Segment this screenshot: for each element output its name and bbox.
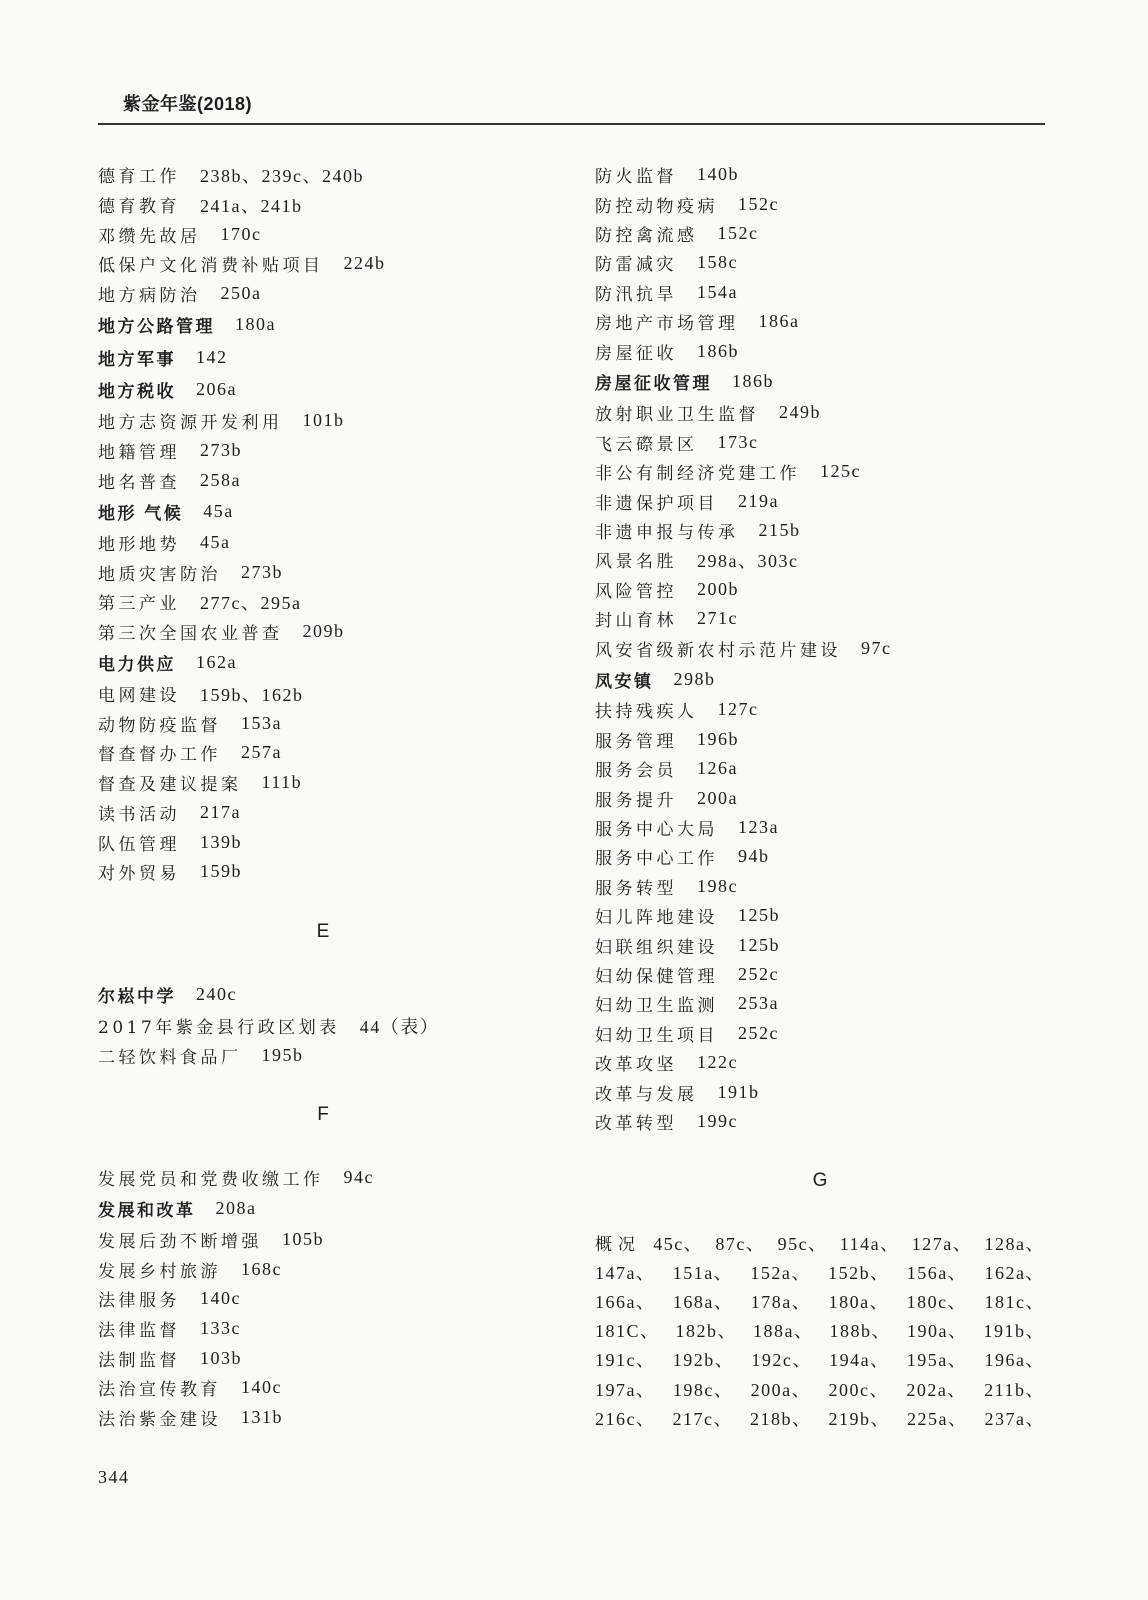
index-entry [98,373,548,406]
index-page-ref: 253a [738,993,779,1014]
index-term: 动物防疫监督 [98,715,221,736]
index-page-ref: 240c [196,984,237,1005]
index-term: 妇联组织建设 [595,937,718,958]
index-term: 对外贸易 [98,864,180,885]
index-term: 法治宣传教育 [98,1380,221,1401]
index-term: 改革转型 [595,1113,677,1134]
index-entry [595,989,1045,1018]
index-page-ref: 105b [282,1228,324,1249]
index-page-ref: 192b、 [672,1350,735,1371]
index-term: 读书活动 [98,804,180,825]
index-page-ref: 218b、 [750,1408,812,1429]
index-page-ref: 211b、 [984,1379,1045,1400]
index-entry-line [595,1286,1045,1315]
index-term: 邓缵先故居 [98,226,201,247]
index-page-ref: 195b [261,1045,304,1066]
index-page-ref: 208a [215,1197,257,1218]
index-term: 风景名胜 [595,552,677,573]
index-page-ref: 94b [738,846,770,867]
index-page-ref: 191c、 [595,1350,656,1371]
index-page-ref: 142 [196,346,228,367]
index-entry [98,798,548,828]
index-term: 放射职业卫生监督 [595,405,759,426]
index-entry [98,708,548,738]
index-section-letter: G [812,1170,828,1192]
index-term: 地籍管理 [98,442,180,463]
index-page-ref: 219a [738,490,779,511]
index-entry [595,366,1045,399]
index-entry [595,663,1045,696]
index-page-ref: 152b、 [828,1262,890,1283]
index-page-ref: 200a [697,787,738,808]
index-term: 凤安镇 [595,671,654,691]
index-entry [98,1225,548,1255]
index-page-ref: 97c [861,637,892,658]
index-page-ref: 151a、 [672,1262,734,1283]
index-entry [595,575,1045,604]
index-entry [98,1373,548,1403]
index-entry [595,428,1045,457]
index-page-ref: 215b [758,519,801,540]
index-entry [595,754,1045,783]
index-term: 防汛抗旱 [595,284,677,305]
index-page-ref: 298a、303c [697,550,799,571]
index-page-ref: 162a、 [984,1262,1045,1283]
index-page-ref: 258a [200,469,241,490]
page-number: 344 [98,1467,130,1487]
index-page-ref: 125c [820,461,861,482]
index-entry-line [595,1257,1045,1286]
index-term: 改革与发展 [595,1084,698,1105]
index-entry [595,633,1045,662]
index-entry [98,465,548,495]
index-entry [595,1019,1045,1048]
index-entry [595,813,1045,842]
index-page-ref: 44（表） [359,1016,440,1037]
index-term: 法律服务 [98,1291,180,1312]
index-term: 电网建设 [98,686,180,707]
index-term: 扶持残疾人 [595,702,698,723]
index-page-ref: 45a [200,531,231,552]
index-term: 德育教育 [98,197,180,218]
index-page-ref: 198c、 [672,1379,734,1400]
index-page-ref: 273b [241,561,283,582]
index-term: 二轻饮料食品厂 [98,1048,242,1069]
index-entry [98,190,548,220]
index-entry [595,219,1045,248]
index-page-ref: 198c [697,875,738,896]
index-term: 发展党员和党费收缴工作 [98,1169,324,1190]
index-entry [98,587,548,617]
index-term: 飞云磜景区 [595,434,698,455]
index-term: 防控禽流感 [595,225,698,246]
index-page-ref: 225a、 [907,1408,968,1429]
index-page-ref: 154a [697,281,738,302]
index-entry [98,249,548,279]
index-page-ref: 127a、 [911,1233,973,1254]
index-page-ref: 182b、 [675,1321,737,1342]
index-entry [98,528,548,558]
index-page-ref: 159b [200,861,242,882]
index-page-ref: 249b [779,402,821,423]
index-page-ref: 166a、 [595,1292,656,1313]
index-page-ref: 186b [697,340,739,361]
index-page-ref: 273b [200,439,242,460]
index-term: 房地产市场管理 [595,314,739,335]
index-page-ref: 298b [673,668,716,689]
index-page-ref: 202a、 [906,1379,967,1400]
index-page-ref: 217c、 [672,1408,733,1429]
index-entry [98,1403,548,1433]
index-page-ref: 241a、241b [200,195,303,216]
index-term: 督查及建议提案 [98,775,242,796]
index-page-ref: 45c、 [653,1233,704,1254]
index-entry [98,219,548,249]
index-page-ref: 277c、295a [200,592,302,613]
running-header-title: 紫金年鉴(2018) [123,94,253,114]
index-page-ref: 252c [738,1022,779,1043]
index-page-ref: 200b [697,578,739,599]
index-term: 服务中心工作 [595,849,718,870]
index-term: 防控动物疫病 [595,196,718,217]
index-page-ref: 200a、 [750,1379,812,1400]
index-entry-line [595,1374,1045,1403]
index-entry [98,1284,548,1314]
index-entry [98,308,548,341]
index-term: 地方病防治 [98,286,201,307]
index-page-ref: 153a [241,712,282,733]
index-page-ref: 180c、 [906,1292,968,1313]
index-term: 地名普查 [98,472,180,493]
index-page-ref: 114a、 [839,1233,900,1254]
index-entry [595,336,1045,365]
index-entry [98,1254,548,1284]
index-section-letter: E [316,920,330,942]
index-page-ref: 125b [738,905,780,926]
index-entry [595,189,1045,218]
index-entry [595,248,1045,277]
index-term: 第三次全国农业普查 [98,623,283,644]
index-term: 封山育林 [595,611,677,632]
index-term: 妇幼卫生项目 [595,1025,718,1046]
index-entry [98,857,548,887]
index-entry [595,486,1045,515]
index-page-ref: 188a、 [752,1321,814,1342]
index-term: 服务管理 [595,731,677,752]
index-page-ref: 195a、 [906,1350,968,1371]
index-term: 地方公路管理 [98,317,215,337]
index-page-ref: 94c [343,1166,374,1187]
index-page-ref: 188b、 [829,1321,891,1342]
index-term: 法制监督 [98,1350,180,1371]
index-page-ref: 140c [200,1288,241,1309]
index-entry [98,827,548,857]
index-entry [595,872,1045,901]
index-term: 发展和改革 [98,1200,196,1220]
index-page-ref: 170c [220,223,262,244]
index-entry [98,679,548,709]
index-term: 改革攻坚 [595,1055,677,1076]
index-page-ref: 45a [203,500,234,521]
index-entry [595,842,1045,871]
index-page-ref: 178a、 [750,1292,812,1313]
index-term: 地质灾害防治 [98,564,221,585]
index-entry [595,516,1045,545]
index-section-letter: F [317,1104,329,1126]
index-term: 地方税收 [98,382,176,402]
index-entry [595,783,1045,812]
index-page-ref: 180a [235,314,276,335]
index-entry [595,278,1045,307]
index-term: 服务会员 [595,761,677,782]
index-term: 非遗申报与传承 [595,522,739,543]
index-page-ref: 190a、 [906,1321,968,1342]
index-term: 服务中心大局 [595,820,718,840]
index-page-ref: 250a [220,283,262,304]
index-page-ref: 197a、 [595,1379,656,1400]
index-term: 防雷减灾 [595,255,677,276]
index-page-ref: 192c、 [751,1350,812,1371]
index-page-ref: 152c [717,222,759,243]
index-entry [595,457,1045,486]
index-page-ref: 139b [200,831,242,852]
index-entry [595,1107,1045,1136]
index-term: 地形 气候 [98,503,184,523]
index-entry [98,341,548,374]
index-entry [98,557,548,587]
index-page-ref: 168c [241,1258,282,1279]
index-term: 非遗保护项目 [595,493,718,514]
index-term: 概况 [595,1235,641,1256]
index-term: 服务转型 [595,878,677,899]
index-page-ref: 162a [196,652,237,672]
index-term: 低保户文化消费补贴项目 [98,256,324,277]
index-entry [98,160,548,190]
index-page-ref: 147a、 [595,1262,656,1283]
index-entry [595,1077,1045,1106]
index-entry-multiline [595,1228,1045,1432]
index-page-ref: 140c [241,1377,282,1398]
index-page-ref: 181C、 [595,1321,660,1342]
index-term: 妇儿阵地建设 [595,908,718,929]
index-page-ref: 101b [302,410,345,431]
index-page-ref: 196a、 [984,1350,1045,1371]
index-term: 地形地势 [98,534,180,555]
index-entry [98,495,548,528]
index-entry [595,307,1045,336]
index-term: 地方志资源开发利用 [98,413,283,434]
index-term: 防火监督 [595,167,677,188]
index-page-ref: 186b [732,371,774,392]
index-entry [595,901,1045,930]
index-term: 风险管控 [595,581,677,602]
index-page-ref: 152c [738,193,779,214]
index-term: 非公有制经济党建工作 [595,464,800,485]
index-page-ref: 191b [717,1081,760,1102]
index-page-ref: 199c [697,1110,738,1131]
index-term: 地方军事 [98,349,176,369]
index-page-ref: 122c [697,1052,738,1073]
index-page-ref: 127c [717,699,759,720]
index-term: 2017年紫金县行政区划表 [98,1018,340,1039]
index-entry [98,1011,548,1041]
index-entry [595,725,1045,754]
index-term: 房屋征收 [595,343,677,364]
index-page-ref: 257a [241,742,282,763]
index-entry-line [595,1316,1045,1345]
index-page-ref: 196b [697,728,739,749]
index-page-ref: 133c [200,1318,241,1339]
index-term: 队伍管理 [98,834,180,855]
index-entry [98,436,548,466]
index-entry-line [595,1345,1045,1374]
index-entry [595,960,1045,989]
index-page-ref: 123a [738,817,779,837]
index-page-ref: 217a [200,801,241,822]
index-page-ref: 219b、 [828,1408,890,1429]
index-page-ref: 128a、 [984,1233,1045,1254]
index-page-ref: 191b、 [983,1321,1045,1342]
index-page-ref: 159b、162b [200,684,304,705]
index-entry [98,979,548,1012]
index-page-ref: 186a [758,311,800,332]
index-entry [595,160,1045,189]
index-term: 电力供应 [98,655,176,674]
index-term: 发展乡村旅游 [98,1261,221,1282]
index-page-ref: 194a、 [829,1350,890,1371]
index-entry [595,604,1045,633]
index-entry-line [595,1403,1045,1432]
index-entry [98,1192,548,1225]
index-page-ref: 237a、 [984,1408,1045,1429]
index-page-ref: 87c、 [715,1233,766,1254]
index-term: 妇幼保健管理 [595,966,718,987]
index-entry [595,398,1045,427]
index-page-ref: 224b [343,253,386,274]
index-term: 法律监督 [98,1321,180,1342]
index-page-ref: 168a、 [672,1292,734,1313]
index-term: 督查督办工作 [98,745,221,766]
index-page-ref: 95c、 [777,1233,828,1254]
index-page-ref: 173c [717,431,759,452]
index-term: 尔崧中学 [98,987,176,1007]
index-entry-line [595,1228,1045,1257]
index-entry [98,1162,548,1192]
index-page-ref: 158c [697,252,738,273]
index-term: 服务提升 [595,790,677,811]
index-page-ref: 111b [261,772,303,793]
header-rule [98,123,1045,125]
index-entry [595,930,1045,959]
index-page-ref: 103b [200,1347,242,1368]
index-term: 德育工作 [98,167,180,188]
index-page-ref: 152a、 [750,1262,811,1283]
index-page-ref: 180a、 [828,1292,890,1313]
index-term: 风安省级新农村示范片建设 [595,640,841,661]
index-entry [98,406,548,436]
index-term: 法治紫金建设 [98,1410,221,1431]
index-column-left [98,160,548,1432]
index-page-ref: 200c、 [828,1379,889,1400]
index-term: 发展后劲不断增强 [98,1231,262,1252]
index-column-right [595,160,1045,1432]
index-page-ref: 131b [241,1407,283,1428]
index-entry [98,768,548,798]
index-entry [98,1041,548,1071]
index-entry [595,545,1045,574]
index-page-ref: 216c、 [595,1408,656,1429]
index-entry [595,695,1045,724]
index-entry [98,617,548,647]
index-entry [98,1314,548,1344]
index-page-ref: 125b [738,934,780,955]
index-entry [595,1048,1045,1077]
index-entry [98,1343,548,1373]
index-page-ref: 181c、 [984,1292,1045,1313]
index-entry [98,279,548,309]
index-term: 妇幼卫生监测 [595,996,718,1017]
index-page-ref: 156a、 [906,1262,968,1283]
index-term: 第三产业 [98,594,180,615]
index-page-ref: 271c [697,608,738,629]
index-entry [98,738,548,768]
index-page-ref: 238b、239c、240b [200,165,364,186]
index-page-ref: 126a [697,758,738,779]
index-page-ref: 140b [697,164,739,185]
index-page-ref: 209b [302,620,345,641]
index-page-ref: 252c [738,963,779,984]
index-term: 房屋征收管理 [595,374,712,394]
index-page-ref: 206a [196,379,237,400]
index-entry [98,646,548,679]
